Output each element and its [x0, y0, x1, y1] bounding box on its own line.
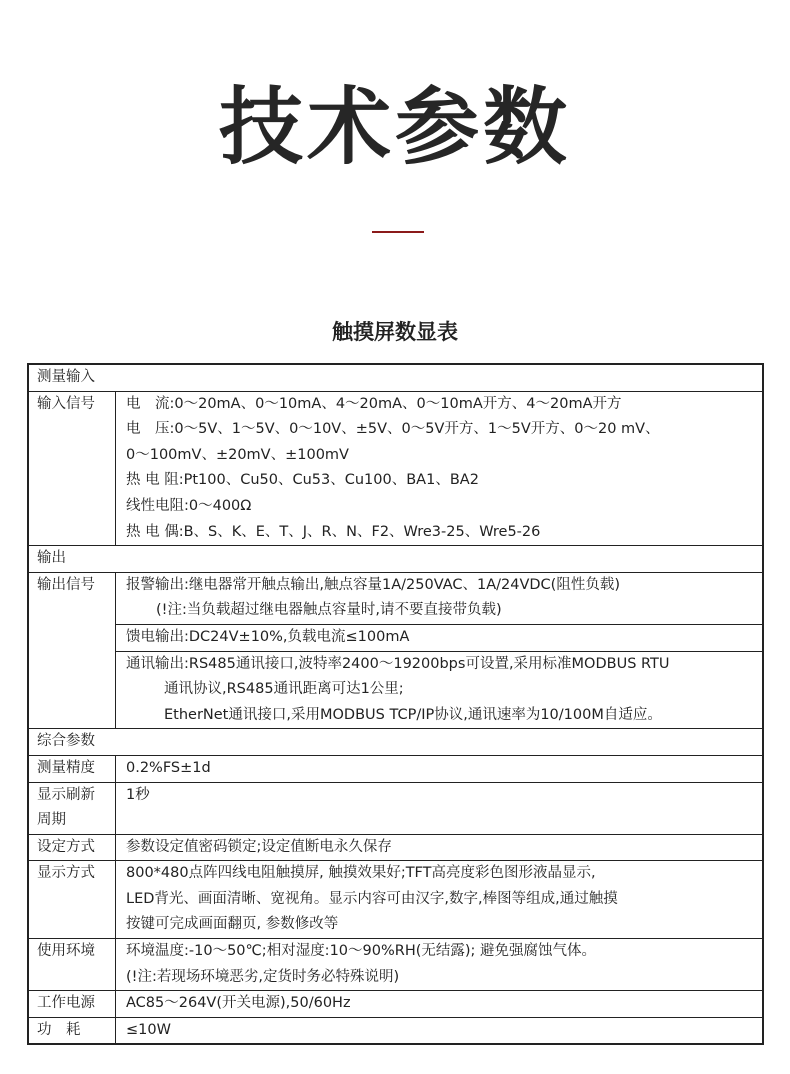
table-row: [28, 991, 763, 1018]
row-label: 显示方式: [28, 861, 116, 939]
row-label: 设定方式: [28, 834, 116, 861]
value-line: 馈电输出:DC24V±10%,负载电流≤100mA: [126, 628, 410, 645]
section-header-row: [28, 364, 763, 391]
table-row: [28, 572, 763, 624]
table-row: [28, 939, 763, 991]
spec-table: [27, 363, 764, 1045]
row-value: [116, 651, 764, 729]
value-line: 线性电阻:0～400Ω: [126, 497, 252, 514]
value-line: EtherNet通讯接口,采用MODBUS TCP/IP协议,通讯速率为10/100M自适应。: [164, 706, 662, 723]
value-line: 电 流:0～20mA、0～10mA、4～20mA、0～10mA开方、4～20mA开方: [126, 395, 622, 412]
value-line: 0～100mV、±20mV、±100mV: [126, 446, 349, 463]
page-title: 技术参数: [218, 78, 571, 176]
section-header-row: [28, 729, 763, 756]
value-line: 通讯输出:RS485通讯接口,波特率2400～19200bps可设置,采用标准MODBUS RTU: [126, 655, 670, 672]
row-value: [116, 624, 764, 651]
value-line: 800*480点阵四线电阻触摸屏, 触摸效果好;TFT高亮度彩色图形液晶显示,: [126, 865, 596, 882]
value-line: 热 电 偶:B、S、K、E、T、J、R、N、F2、Wre3-25、Wre5-26: [126, 523, 541, 540]
row-label: 显示刷新周期: [28, 782, 116, 834]
row-value: [116, 861, 764, 939]
value-line: 热 电 阻:Pt100、Cu50、Cu53、Cu100、BA1、BA2: [126, 472, 479, 489]
value-line: 参数设定值密码锁定;设定值断电永久保存: [126, 838, 392, 855]
row-value: [116, 991, 764, 1018]
table-row: [28, 834, 763, 861]
value-line: 按键可完成画面翻页, 参数修改等: [126, 916, 339, 933]
row-value: [116, 939, 764, 991]
value-note: (!注:当负载超过继电器触点容量时,请不要直接带负载): [156, 602, 502, 619]
table-row: [28, 391, 763, 546]
value-line: (!注:若现场环境恶劣,定货时务必特殊说明): [126, 968, 400, 985]
row-label: 工作电源: [28, 991, 116, 1018]
value-line: 通讯协议,RS485通讯距离可达1公里;: [164, 681, 404, 698]
table-title: 触摸屏数显表: [332, 320, 458, 344]
row-label: 功 耗: [28, 1017, 116, 1044]
table-row: [28, 1017, 763, 1044]
row-label: 输入信号: [28, 391, 116, 546]
value-line: LED背光、画面清晰、宽视角。显示内容可由汉字,数字,棒图等组成,通过触摸: [126, 890, 618, 907]
value-line: 电 压:0～5V、1～5V、0～10V、±5V、0～5V开方、1～5V开方、0～20 mV、: [126, 421, 660, 438]
row-value: [116, 834, 764, 861]
row-label: 使用环境: [28, 939, 116, 991]
row-value: [116, 782, 764, 834]
value-line: 报警输出:继电器常开触点输出,触点容量1A/250VAC、1A/24VDC(阻性负载): [126, 576, 620, 593]
section-header-row: [28, 546, 763, 573]
table-row: [28, 755, 763, 782]
value-line: 环境温度:-10～50℃;相对湿度:10～90%RH(无结露); 避免强腐蚀气体。: [126, 943, 597, 960]
value-line: 1秒: [126, 786, 150, 803]
value-line: 0.2%FS±1d: [126, 759, 211, 776]
row-value: [116, 755, 764, 782]
table-row: [28, 651, 763, 729]
row-value: [116, 1017, 764, 1044]
row-value: [116, 391, 764, 546]
table-row: [28, 782, 763, 834]
table-row: [28, 624, 763, 651]
row-value: [116, 572, 764, 624]
value-line: AC85～264V(开关电源),50/60Hz: [126, 995, 351, 1012]
section-header: 综合参数: [28, 729, 763, 756]
table-row: [28, 861, 763, 939]
row-label: 测量精度: [28, 755, 116, 782]
row-label: 输出信号: [28, 572, 116, 729]
section-header: 测量输入: [28, 364, 763, 391]
section-header: 输出: [28, 546, 763, 573]
value-line: ≤10W: [126, 1021, 171, 1038]
title-divider: [372, 231, 424, 233]
